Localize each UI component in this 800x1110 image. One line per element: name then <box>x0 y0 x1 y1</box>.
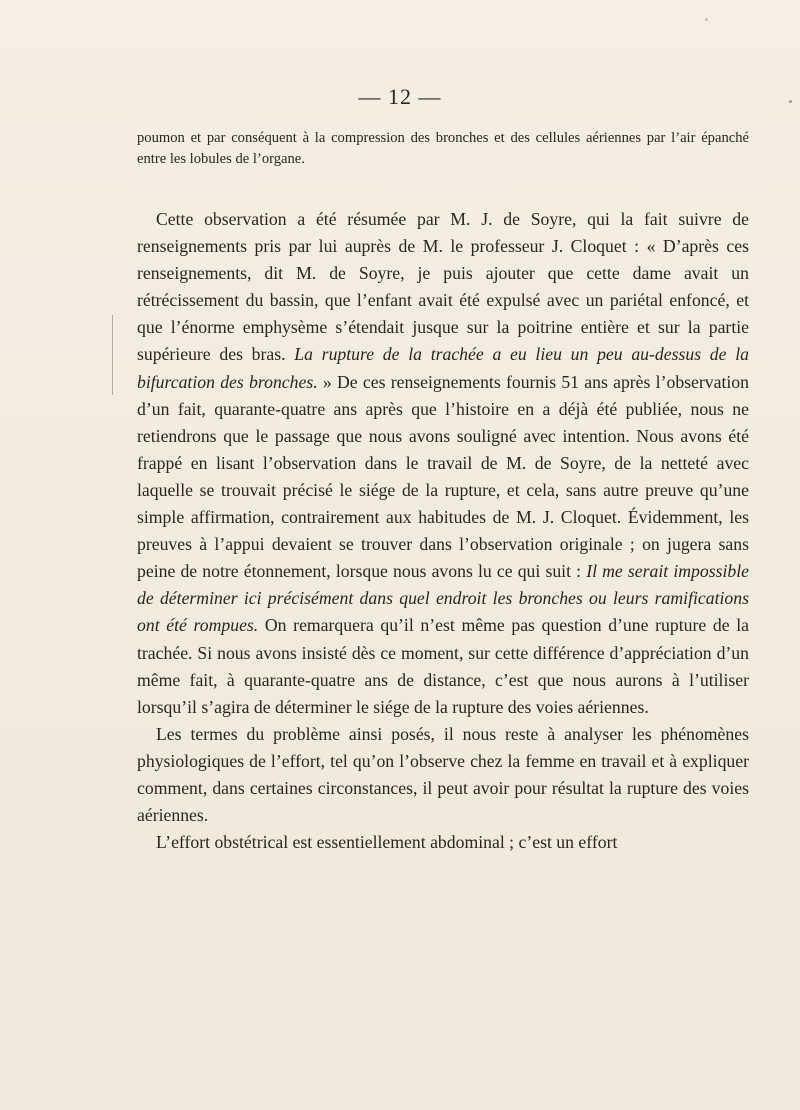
paragraph <box>137 206 749 721</box>
text-run: Cette observation a été résumée par M. J. de Soyre, qui la fait suivre de renseignements pris par lui auprès de M. le professeur J. Cloquet : « D’après ces renseignements, dit M. de Soyre, je puis ajouter que cette dame avait un rétrécissement du bassin, que l’enfant avait été expulsé avec un pariétal enfoncé, et que l’énorme emphysème s’étendait jusque sur la poitrine entière et sur la partie supérieure des bras. <box>137 209 749 365</box>
italic-emphasis: La rupture de la trachée a eu lieu un peu au-dessus de la bifurcation des bronches. <box>137 344 749 392</box>
page-number: — 12 — <box>358 84 442 109</box>
body-text <box>137 206 749 856</box>
speck-mark <box>705 18 708 21</box>
paragraph: Les termes du problème ainsi posés, il nous reste à analyser les phénomènes physiologiques de l’effort, tel qu’on l’observe chez la femme en travail et à expliquer comment, dans certaines circonstances, il peut avoir pour résultat la rupture des voies aériennes. <box>137 723 749 826</box>
text-run: On remarquera qu’il n’est même pas question d’une rupture de la trachée. Si nous avons insisté dès ce moment, sur cette différence d’appréciation d’un même fait, à quarante-quatre ans de distance, c’est que nous aurons à l’utiliser lorsqu’il s’agira de déterminer le siége de la rupture des voies aériennes. <box>137 615 749 717</box>
text-run: » De ces renseignements fournis 51 ans après l’observation d’un fait, quarante-quatre ans après que l’histoire en a déjà été publiée, nous ne retiendrons que le passage que nous avons souligné avec intention. Nous avons été frappé en lisant l’observation dans le travail de M. de Soyre, de la netteté avec laquelle se trouvait précisé le siége de la rupture, et cela, sans autre preuve qu’une simple affirmation, contrairement aux habitudes de M. J. Cloquet. Évidemment, les preuves à l’appui devaient se trouver dans l’observation originale ; on jugera sans peine de notre étonnement, lorsque nous avons lu ce qui suit : <box>137 371 749 582</box>
margin-pencil-mark <box>112 315 123 395</box>
footnote: poumon et par conséquent à la compression des bronches et des cellules aériennes par l’air épanché entre les lobules de l’organe. <box>137 130 749 167</box>
italic-quotation: Il me serait impossible de déterminer ici précisément dans quel endroit les bronches ou leurs ramifications ont été rompues. <box>137 561 749 636</box>
paragraph: L’effort obstétrical est essentiellement abdominal ; c’est un effort <box>156 832 618 853</box>
